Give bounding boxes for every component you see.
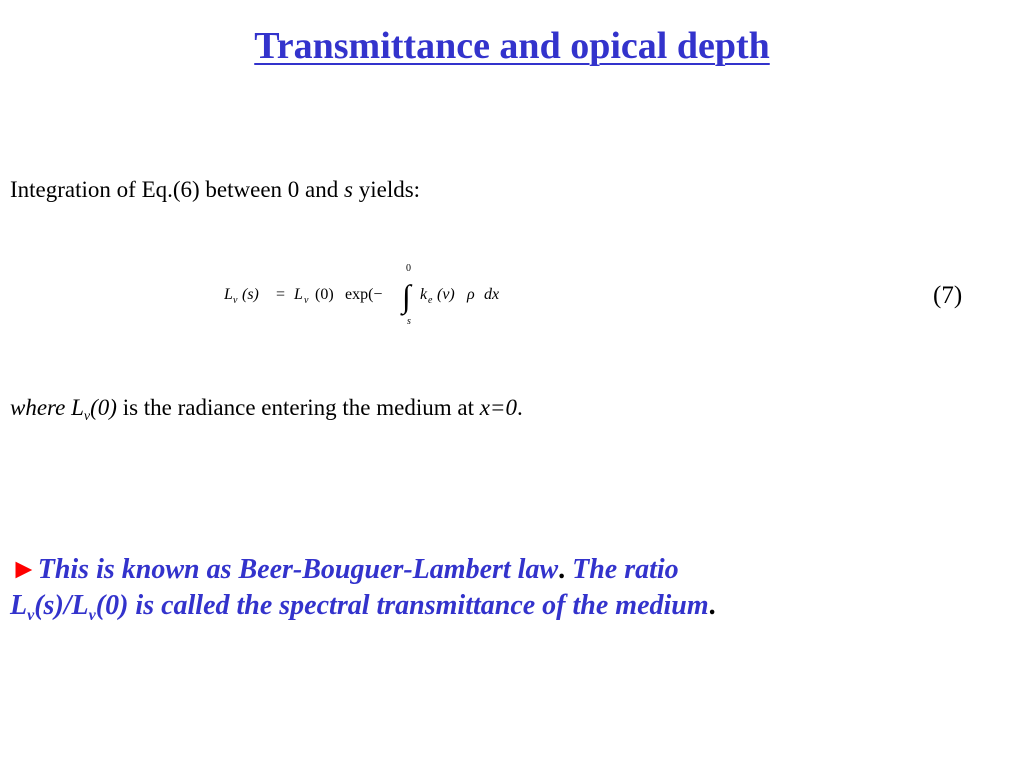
eq-integral-sign: ∫ [402,278,411,314]
eq-rhs-L: L [294,286,303,303]
eq-lower-limit: s [407,316,411,327]
note-sentence-2-start: The ratio [565,554,679,585]
intro-prefix: Integration of Eq.(6) between 0 and [10,177,345,202]
note-ratio-sub-1: ν [27,607,35,624]
equation-number: (7) [933,282,963,309]
eq-dx: dx [484,286,500,303]
note-ratio-L1: L [10,590,28,621]
where-arg: (0) [90,395,117,420]
intro-suffix: yields: [352,177,421,202]
eq-k-sub: e [428,295,433,306]
eq-equals: = [276,286,286,303]
where-text [10,394,523,426]
eq-lhs-L: L [224,286,233,303]
where-middle: is the radiance entering the medium at [116,395,480,420]
eq-rho: ρ [467,286,475,303]
note-sentence-1: This is known as Beer-Bouguer-Lambert law [37,554,559,585]
equation-7 [224,262,524,330]
note-ratio-mid: (s)/L [34,590,89,621]
note-ratio-end: (0) is called the spectral transmittance of the medium [95,590,709,621]
bullet-arrow-icon: ► [10,554,38,585]
eq-rhs-arg: (0) [315,286,334,303]
where-sub: ν [83,409,91,424]
note-ratio-sub-2: ν [88,607,96,624]
slide-title: Transmittance and opical depth [254,25,770,67]
eq-lhs-arg: (s) [242,286,259,303]
equation-svg [224,262,524,330]
eq-exp: exp(− [345,286,383,303]
eq-k: k [420,286,428,303]
eq-upper-limit: 0 [406,263,411,274]
where-condition: x=0 [479,395,517,420]
where-word: where L [10,395,84,420]
intro-variable: s [344,177,353,202]
note-dot-1: . [558,554,566,585]
where-end: . [516,395,523,420]
eq-rhs-sub: ν [304,295,309,306]
eq-k-arg: (ν) [437,286,455,303]
note-dot-2: . [708,590,716,621]
beer-law-note [10,552,1010,634]
eq-lhs-sub: ν [233,295,238,306]
intro-text [10,176,420,204]
